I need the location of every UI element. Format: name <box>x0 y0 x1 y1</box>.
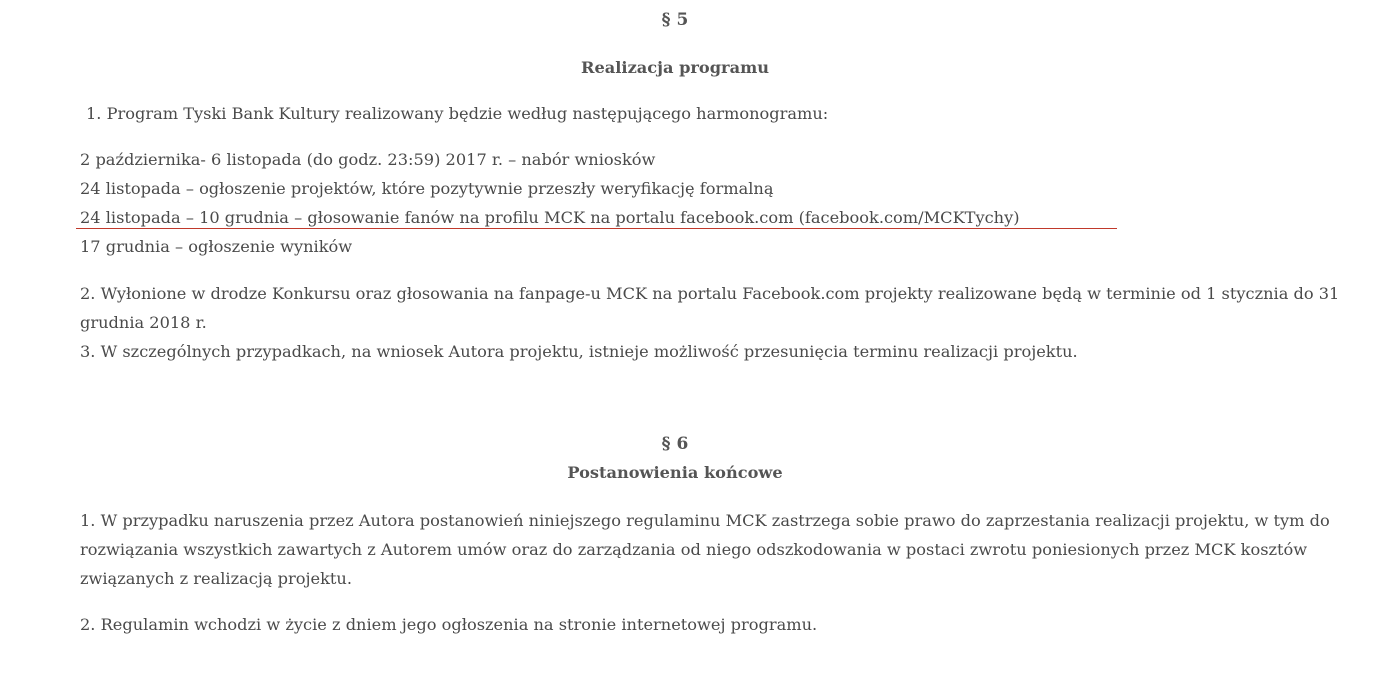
schedule-item: 17 grudnia – ogłoszenie wyników <box>80 237 353 256</box>
red-underline <box>76 228 1117 229</box>
section-5-item-2: 2. Wyłonione w drodze Konkursu oraz głosowania na fanpage-u MCK na portalu Facebook.com projekty realizowane będą w terminie od 1 stycznia do 31 grudnia 2018 r. <box>80 284 1340 332</box>
section-6-item-1: 1. W przypadku naruszenia przez Autora postanowień niniejszego regulaminu MCK zastrzega sobie prawo do zaprzestania realizacji projektu, w tym do rozwiązania wszystkich zawartych z Autorem umów oraz do zarządzania od niego odszkodowania w postaci zwrotu poniesionych przez MCK kosztów związanych z realizacją projektu. <box>80 511 1330 588</box>
section-6-item-2: 2. Regulamin wchodzi w życie z dniem jego ogłoszenia na stronie internetowej programu. <box>80 615 818 634</box>
section-6-number: § 6 <box>661 434 689 454</box>
section-5-item-1: 1. Program Tyski Bank Kultury realizowany będzie według następującego harmonogramu: <box>86 104 829 123</box>
section-6-title: Postanowienia końcowe <box>567 463 783 482</box>
schedule-item: 24 listopada – ogłoszenie projektów, które pozytywnie przeszły weryfikację formalną <box>80 179 774 198</box>
section-5-number: § 5 <box>661 10 689 30</box>
section-5-item-3: 3. W szczególnych przypadkach, na wniosek Autora projektu, istnieje możliwość przesunięcia terminu realizacji projektu. <box>80 342 1078 361</box>
section-5-title: Realizacja programu <box>581 58 769 77</box>
schedule-item: 24 listopada – 10 grudnia – głosowanie fanów na profilu MCK na portalu facebook.com (facebook.com/MCKTychy) <box>80 208 1020 227</box>
schedule-item: 2 października- 6 listopada (do godz. 23:59) 2017 r. – nabór wniosków <box>80 150 656 169</box>
